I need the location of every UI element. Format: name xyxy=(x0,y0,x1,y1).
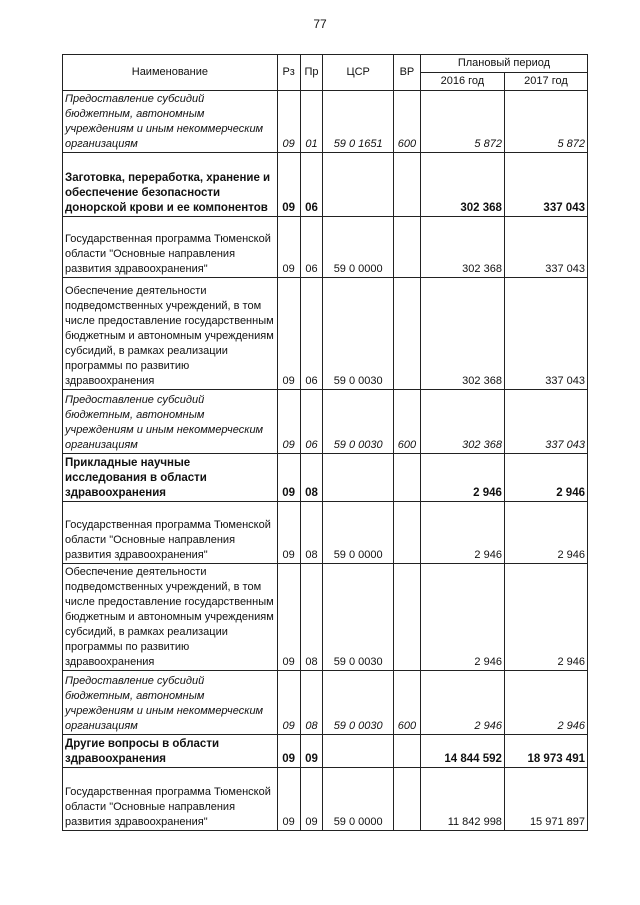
table-row xyxy=(63,153,588,217)
row-name: Заготовка, переработка, хранение и обеспечение безопасности донорской крови и ее компонентов xyxy=(63,153,278,217)
row-vr: 600 xyxy=(393,671,420,735)
row-vr xyxy=(393,217,420,278)
row-csr: 59 0 1651 xyxy=(323,91,394,153)
row-2016: 2 946 xyxy=(420,671,504,735)
row-2016: 302 368 xyxy=(420,390,504,454)
row-pr: 09 xyxy=(300,768,323,831)
row-name: Другие вопросы в области здравоохранения xyxy=(63,735,278,768)
row-name: Государственная программа Тюменской области "Основные направления развития здравоохранения" xyxy=(63,502,278,564)
row-csr: 59 0 0000 xyxy=(323,768,394,831)
row-csr: 59 0 0030 xyxy=(323,278,394,390)
header-name: Наименование xyxy=(63,55,278,91)
header-planned-period: Плановый период xyxy=(420,55,587,73)
row-rz: 09 xyxy=(277,564,300,671)
row-pr: 09 xyxy=(300,735,323,768)
table-row xyxy=(63,564,588,671)
row-2017: 15 971 897 xyxy=(504,768,587,831)
row-pr: 01 xyxy=(300,91,323,153)
row-pr: 06 xyxy=(300,153,323,217)
row-csr xyxy=(323,153,394,217)
row-name: Прикладные научные исследования в области здравоохранения xyxy=(63,454,278,502)
row-csr: 59 0 0030 xyxy=(323,671,394,735)
row-2016: 5 872 xyxy=(420,91,504,153)
row-vr: 600 xyxy=(393,390,420,454)
row-name: Государственная программа Тюменской области "Основные направления развития здравоохранения" xyxy=(63,768,278,831)
row-vr xyxy=(393,278,420,390)
table-row xyxy=(63,671,588,735)
row-pr: 06 xyxy=(300,278,323,390)
row-2016: 2 946 xyxy=(420,502,504,564)
row-vr xyxy=(393,735,420,768)
row-2016: 11 842 998 xyxy=(420,768,504,831)
row-2017: 5 872 xyxy=(504,91,587,153)
row-rz: 09 xyxy=(277,768,300,831)
row-name: Обеспечение деятельности подведомственных учреждений, в том числе предоставление государственным бюджетным и автономным учреждениям субсидий, в рамках реализации программы по развитию здравоохранения xyxy=(63,278,278,390)
row-rz: 09 xyxy=(277,153,300,217)
row-2017: 2 946 xyxy=(504,454,587,502)
header-rz: Рз xyxy=(277,55,300,91)
row-2016: 14 844 592 xyxy=(420,735,504,768)
row-2017: 337 043 xyxy=(504,278,587,390)
row-vr: 600 xyxy=(393,91,420,153)
header-csr: ЦСР xyxy=(323,55,394,91)
table-row xyxy=(63,768,588,831)
row-2017: 337 043 xyxy=(504,217,587,278)
row-2016: 302 368 xyxy=(420,278,504,390)
row-pr: 08 xyxy=(300,671,323,735)
row-pr: 08 xyxy=(300,502,323,564)
table-row xyxy=(63,91,588,153)
row-pr: 08 xyxy=(300,454,323,502)
row-csr xyxy=(323,735,394,768)
budget-table xyxy=(62,54,588,831)
table-row xyxy=(63,278,588,390)
row-rz: 09 xyxy=(277,278,300,390)
row-2017: 18 973 491 xyxy=(504,735,587,768)
row-2016: 2 946 xyxy=(420,454,504,502)
header-year-2017: 2017 год xyxy=(504,73,587,91)
row-pr: 08 xyxy=(300,564,323,671)
table-row xyxy=(63,454,588,502)
header-pr: Пр xyxy=(300,55,323,91)
row-csr: 59 0 0030 xyxy=(323,564,394,671)
table-row xyxy=(63,735,588,768)
row-rz: 09 xyxy=(277,390,300,454)
table-row xyxy=(63,217,588,278)
row-pr: 06 xyxy=(300,390,323,454)
row-name: Государственная программа Тюменской области "Основные направления развития здравоохранения" xyxy=(63,217,278,278)
row-csr: 59 0 0000 xyxy=(323,502,394,564)
row-2017: 2 946 xyxy=(504,671,587,735)
row-2017: 337 043 xyxy=(504,390,587,454)
row-csr xyxy=(323,454,394,502)
row-name: Обеспечение деятельности подведомственных учреждений, в том числе предоставление государственным бюджетным и автономным учреждениям субсидий, в рамках реализации программы по развитию здравоохранения xyxy=(63,564,278,671)
row-name: Предоставление субсидий бюджетным, автономным учреждениям и иным некоммерческим организациям xyxy=(63,390,278,454)
row-2016: 2 946 xyxy=(420,564,504,671)
row-2017: 2 946 xyxy=(504,564,587,671)
row-2017: 337 043 xyxy=(504,153,587,217)
row-vr xyxy=(393,153,420,217)
row-rz: 09 xyxy=(277,217,300,278)
row-rz: 09 xyxy=(277,735,300,768)
row-2017: 2 946 xyxy=(504,502,587,564)
row-rz: 09 xyxy=(277,91,300,153)
page-number: 77 xyxy=(313,17,327,31)
row-vr xyxy=(393,502,420,564)
row-name: Предоставление субсидий бюджетным, автономным учреждениям и иным некоммерческим организациям xyxy=(63,91,278,153)
row-vr xyxy=(393,454,420,502)
row-csr: 59 0 0030 xyxy=(323,390,394,454)
row-2016: 302 368 xyxy=(420,217,504,278)
row-vr xyxy=(393,768,420,831)
row-rz: 09 xyxy=(277,502,300,564)
header-year-2016: 2016 год xyxy=(420,73,504,91)
row-rz: 09 xyxy=(277,454,300,502)
row-pr: 06 xyxy=(300,217,323,278)
row-csr: 59 0 0000 xyxy=(323,217,394,278)
row-2016: 302 368 xyxy=(420,153,504,217)
header-vr: ВР xyxy=(393,55,420,91)
row-rz: 09 xyxy=(277,671,300,735)
row-name: Предоставление субсидий бюджетным, автономным учреждениям и иным некоммерческим организациям xyxy=(63,671,278,735)
table-row xyxy=(63,502,588,564)
table-row xyxy=(63,390,588,454)
row-vr xyxy=(393,564,420,671)
